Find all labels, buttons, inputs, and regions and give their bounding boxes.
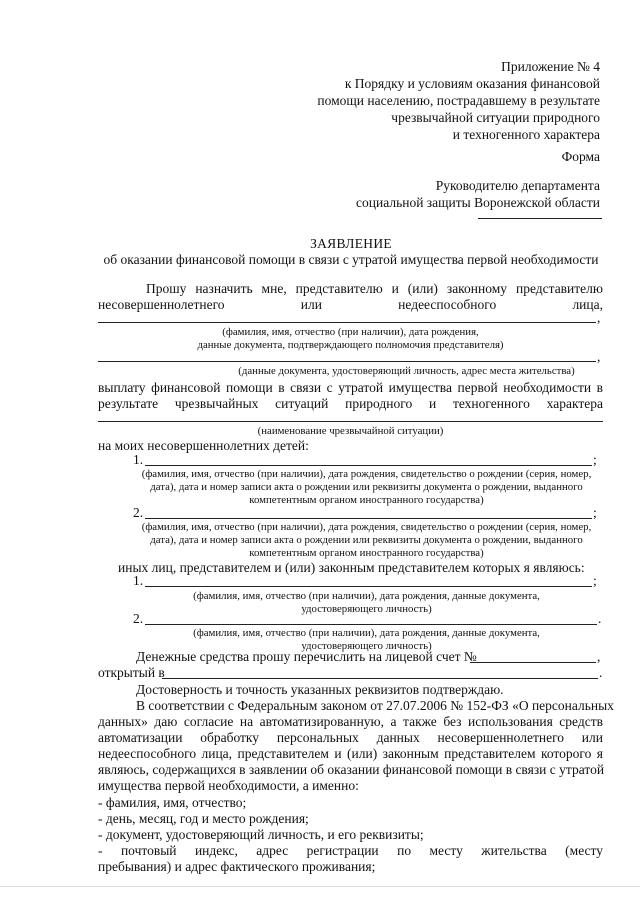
appendix-line: Приложение № 4 <box>501 59 600 74</box>
document-subtitle: об оказании финансовой помощи в связи с утратой имущества первой необходимости <box>103 252 599 267</box>
item-number: 1. <box>133 573 144 588</box>
appendix-line: чрезвычайной ситуации природного <box>391 110 600 125</box>
punct: , <box>597 349 601 364</box>
body-line: данных» даю согласие на автоматизированную, а также без использования средств <box>98 714 603 729</box>
punct: . <box>599 665 603 680</box>
body-line: иных лиц, представителем и (или) законным представителем которых я являюсь: <box>118 560 585 575</box>
bank-name-fill-line[interactable] <box>162 678 598 679</box>
applicant-name-line[interactable] <box>478 218 602 219</box>
body-line: Прошу назначить мне, представителю и (или) законному представителю <box>146 281 603 296</box>
form-label: Форма <box>561 149 600 164</box>
bullet-item: - фамилия, имя, отчество; <box>98 795 247 810</box>
body-line: результате чрезвычайных ситуаций природного и техногенного характера <box>98 396 603 411</box>
punct: ; <box>593 505 597 520</box>
item-number: 1. <box>133 452 144 467</box>
addressee-line: Руководителю департамента <box>435 178 600 193</box>
field-caption: дата), дата и номер записи акта о рождении или реквизиты документа о рождении, выданного <box>150 534 583 546</box>
page-edge-divider <box>0 886 640 887</box>
field-caption: (фамилия, имя, отчество (при наличии), дата рождения, свидетельство о рождении (серия, номер, <box>141 468 592 480</box>
appendix-reference <box>317 58 600 143</box>
body-line: Денежные средства прошу перечислить на лицевой счет № <box>136 649 477 664</box>
document-title: ЗАЯВЛЕНИЕ <box>310 236 392 251</box>
identity-doc-fill-line[interactable] <box>98 361 596 362</box>
punct: , <box>597 649 601 664</box>
bullet-item: - почтовый индекс, адрес регистрации по месту жительства (месту <box>98 843 603 858</box>
emergency-name-fill-line[interactable] <box>98 421 603 422</box>
bullet-item: пребывания) и адрес фактического проживания; <box>98 859 376 874</box>
field-caption: (фамилия, имя, отчество (при наличии), дата рождения, данные документа, <box>193 590 540 602</box>
field-caption: (данные документа, удостоверяющий личность, адрес места жительства) <box>238 365 575 377</box>
field-caption: данные документа, подтверждающего полномочия представителя) <box>197 339 504 351</box>
punct: . <box>598 611 602 626</box>
field-caption: (наименование чрезвычайной ситуации) <box>257 425 444 437</box>
body-line: являюсь, содержащихся в заявлении об оказании финансовой помощи в связи с утратой <box>98 762 605 777</box>
body-line: несовершеннолетнего или недееспособного лица, <box>98 297 603 312</box>
punct: , <box>597 310 601 325</box>
body-line: открытый в <box>98 665 165 680</box>
body-line: выплату финансовой помощи в связи с утратой имущества первой необходимости в <box>98 380 603 395</box>
punct: ; <box>593 452 597 467</box>
body-line: недееспособного лица, представителем и (или) законным представителем которого я <box>98 746 603 761</box>
child-2-fill-line[interactable] <box>145 518 592 519</box>
field-caption: удостоверяющего личность) <box>301 640 432 652</box>
item-number: 2. <box>133 505 144 520</box>
body-line: В соответствии с Федеральным законом от 27.07.2006 № 152-ФЗ «О персональных <box>136 698 614 713</box>
representative-fill-line[interactable] <box>98 322 596 323</box>
bullet-item: - документ, удостоверяющий личность, и его реквизиты; <box>98 827 424 842</box>
body-line: на моих несовершеннолетних детей: <box>98 438 309 453</box>
punct: ; <box>593 573 597 588</box>
child-1-fill-line[interactable] <box>145 465 592 466</box>
field-caption: (фамилия, имя, отчество (при наличии), дата рождения, данные документа, <box>193 627 540 639</box>
item-number: 2. <box>133 611 144 626</box>
bullet-item: - день, месяц, год и место рождения; <box>98 811 309 826</box>
other-person-1-fill-line[interactable] <box>145 586 592 587</box>
appendix-line: помощи населению, пострадавшему в результате <box>317 93 600 108</box>
addressee-block <box>356 177 600 211</box>
field-caption: удостоверяющего личность) <box>301 603 432 615</box>
appendix-line: к Порядку и условиям оказания финансовой <box>344 76 600 91</box>
body-line: Достоверность и точность указанных реквизитов подтверждаю. <box>136 682 504 697</box>
other-person-2-fill-line[interactable] <box>145 624 597 625</box>
field-caption: дата), дата и номер записи акта о рождении или реквизиты документа о рождении, выданного <box>150 481 583 493</box>
body-line: имущества первой необходимости, а именно: <box>98 778 359 793</box>
field-caption: (фамилия, имя, отчество (при наличии), дата рождения, <box>222 326 479 338</box>
appendix-line: и техногенного характера <box>452 127 600 142</box>
addressee-line: социальной защиты Воронежской области <box>356 195 600 210</box>
account-number-fill-line[interactable] <box>470 662 596 663</box>
field-caption: компетентным органом иностранного государства) <box>249 547 484 559</box>
body-line: автоматизации обработку персональных данных несовершеннолетнего или <box>98 730 603 745</box>
field-caption: компетентным органом иностранного государства) <box>249 494 484 506</box>
field-caption: (фамилия, имя, отчество (при наличии), дата рождения, свидетельство о рождении (серия, номер, <box>141 521 592 533</box>
